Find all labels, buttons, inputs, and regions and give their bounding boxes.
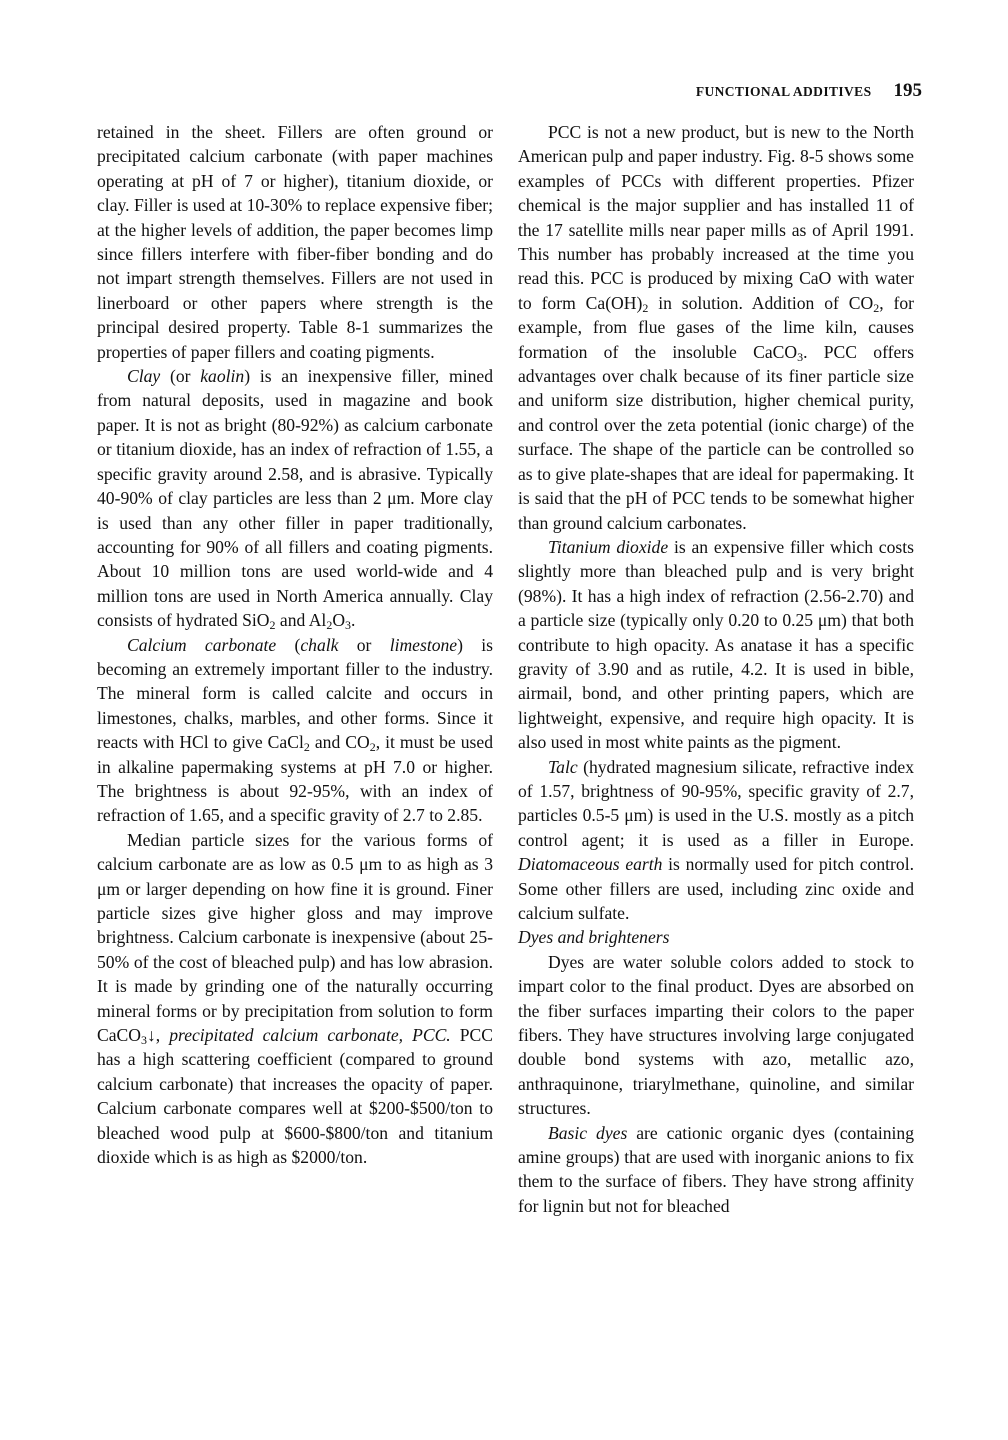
- running-title: FUNCTIONAL ADDITIVES: [695, 84, 872, 99]
- paragraph-dyes: Dyes are water soluble colors added to stock to impart color to the final product. Dyes are absorbed on the fiber surfaces imparting their colors to the paper fibers. They have structures involving large conjugated double bond systems with azo, metallic azo, anthraquinone, triarylmethane, quinoline, and similar structures.: [518, 951, 914, 1119]
- term-limestone: limestone: [389, 634, 458, 655]
- running-header: [696, 80, 922, 102]
- left-column: [97, 120, 493, 1169]
- term-titanium-dioxide: Titanium dioxide: [548, 536, 669, 557]
- page-number: 195: [893, 80, 922, 101]
- term-kaolin: kaolin: [200, 366, 245, 387]
- term-diatomaceous-earth: Diatomaceous earth: [518, 854, 663, 875]
- term-clay: Clay: [127, 366, 161, 387]
- paragraph-calcium-carbonate: Calcium carbonate (chalk or limestone) is becoming an extremely important filler to the industry. The mineral form is called calcite and occurs in limestones, chalks, marbles, and other forms. Since it reacts with HCl to give CaCl$_2$ and $CO_2$, it must be used in alkaline papermaking systems at pH 7.0 or higher. The brightness is about 92-95%, with an index of refraction of 1.65, and a specific gravity of 2.7 to 2.85.: [97, 634, 494, 826]
- term-chalk: chalk: [300, 634, 339, 655]
- paragraph-basic-dyes: Basic dyes are cationic organic dyes (containing amine groups) that are used with inorganic anions to fix them to the surface of fibers. They have strong affinity for lignin but not for bleached: [518, 1122, 914, 1216]
- precipitate-arrow: ↓: [146, 1025, 156, 1046]
- paragraph-talc: Talc (hydrated magnesium silicate, refractive index of 1.57, brightness of 90-95%, specific gravity of 2.7, particles 0.5-5 μm) is used in the U.S. mostly as a pitch control agent; it is used as a filler in Europe. Diatomaceous earth is normally used for pitch control. Some other fillers are used, including zinc oxide and calcium sulfate.: [518, 756, 914, 923]
- paragraph-clay: Clay (or kaolin) is an inexpensive filler, mined from natural deposits, used in magazine and book paper. It is not as bright (80-92%) as calcium carbonate or titanium dioxide, has an index of refraction of 1.55, a specific gravity around 2.58, and is abrasive. Typically 40-90% of clay particles are less than 2 μm. More clay is used than any other filler in paper traditionally, accounting for 90% of all fillers and coating pigments. About 10 million tons are used world-wide and 4 million tons are used in North America annually. Clay consists of hydrated SiO$_2$ and $Al_2O_3$.: [97, 366, 494, 633]
- term-pcc: precipitated calcium carbonate, PCC.: [169, 1025, 451, 1046]
- term-talc: Talc: [548, 756, 578, 777]
- paragraph-fillers: retained in the sheet. Fillers are often ground or precipitated calcium carbonate (with paper machines operating at pH of 7 or higher), titanium dioxide, or clay. Filler is used at 10-30% to replace expensive fiber; at the higher levels of addition, the paper becomes limp since fillers interfere with fiber-fiber bonding and do not impart strength themselves. Fillers are not used in linerboard or other papers where strength is the principal desired property. Table 8-1 summarizes the properties of paper fillers and coating pigments.: [97, 122, 493, 362]
- paragraph-titanium-dioxide: Titanium dioxide is an expensive filler which costs slightly more than bleached pulp and is very bright (98%). It has a high index of refraction (2.56-2.70) and a particle size (typically only 0.20 to 0.25 μm) that both contribute to high opacity. As anatase it has a specific gravity of 3.90 and as rutile, 4.2. It is used in bible, airmail, bond, and other printing papers, which are lightweight, expensive, and require high opacity. It is also used in most white paints as the pigment.: [518, 536, 914, 753]
- right-column: [518, 120, 914, 1218]
- term-calcium-carbonate: Calcium carbonate: [127, 634, 277, 655]
- paragraph-pcc: PCC is not a new product, but is new to the North American pulp and paper industry. Fig. 8-5 shows some examples of PCCs with different properties. Pfizer chemical is the major supplier and has installed 11 of the 17 satellite mills near paper mills as of April 1991. This number has probably increased at the time you read this. PCC is produced by mixing CaO with water to form $Ca(OH)_2$ in solution. Addition of $CO_2$, for example, from flue gases of the lime kiln, causes formation of the insoluble CaCO$_3$. PCC offers advantages over chalk because of its finer particle size and uniform size distribution, higher chemical purity, and control over the zeta potential (ionic charge) of the surface. The shape of the particle can be controlled so as to give plate-shapes that are ideal for papermaking. It is said that the pH of PCC tends to be somewhat higher than ground calcium carbonates.: [518, 122, 914, 533]
- section-heading-dyes: Dyes and brighteners: [518, 927, 670, 948]
- term-basic-dyes: Basic dyes: [548, 1122, 628, 1143]
- paragraph-particle-sizes: Median particle sizes for the various forms of calcium carbonate are as low as 0.5 μm to as high as 3 μm or larger depending on how fine it is ground. Finer particle sizes give higher gloss and may improve brightness. Calcium carbonate is inexpensive (about 25-50% of the cost of bleached pulp) and has low abrasion. It is made by grinding one of the naturally occurring mineral forms or by precipitation from solution to form CaCO$_3$↓, precipitated calcium carbonate, PCC. PCC has a high scattering coefficient (compared to ground calcium carbonate) that increases the opacity of paper. Calcium carbonate compares well at $200-$500/ton to bleached wood pulp at $600-$800/ton and titanium dioxide which is as high as $2000/ton.: [97, 829, 494, 1168]
